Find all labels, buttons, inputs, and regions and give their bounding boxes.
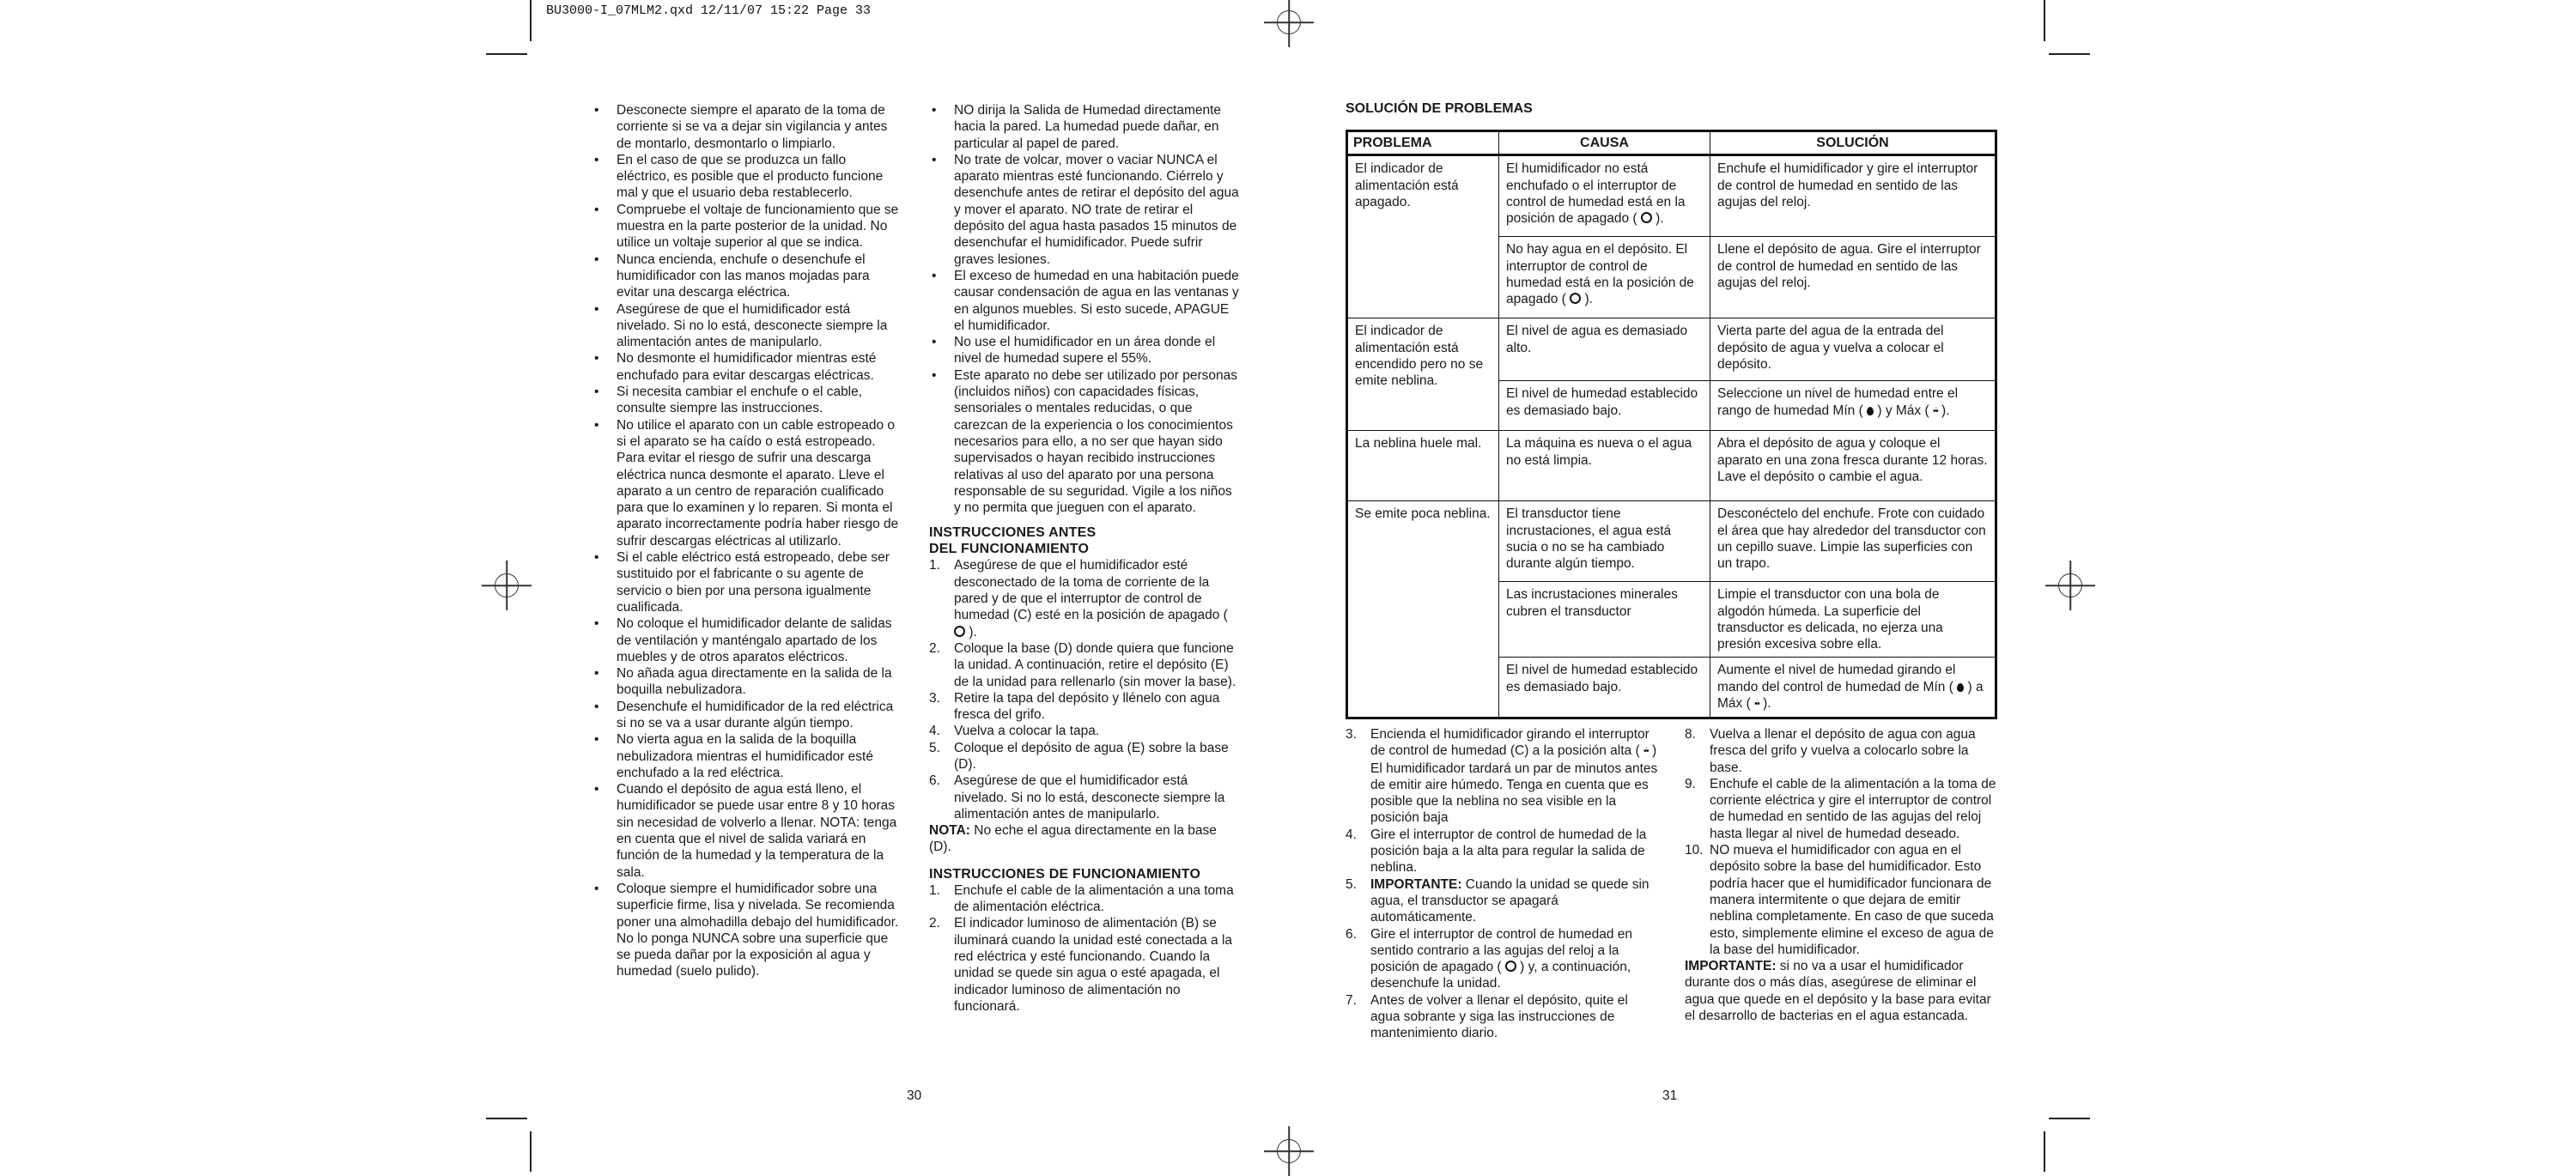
step-number: 2. (929, 640, 940, 656)
cause-cell: El transductor tiene incrustaciones, el agua está sucia o no se ha cambiado durante algún tiempo. (1499, 501, 1710, 582)
solution-text: Seleccione un nivel de humedad entre el rango de humedad Mín ( (1717, 386, 1959, 418)
header-solucion: SOLUCIÓN (1710, 131, 1996, 155)
step-number: 5. (929, 740, 940, 755)
crop-mark (2044, 0, 2045, 41)
step-number: 1. (929, 558, 940, 573)
operation-steps-8-10 (1685, 726, 1998, 958)
list-item: • En el caso de que se produzca un fallo eléctrico, es posible que el producto funcione mal y que el usuario deba restablecerlo. (592, 152, 902, 202)
problem-cell: El indicador de alimentación está encendido pero no se emite neblina. (1347, 318, 1499, 431)
min-drop-icon (1867, 407, 1874, 415)
max-drops-icon: •̇• (1932, 405, 1938, 416)
step-tail: ). (969, 624, 977, 640)
solution-mid: ) a Máx ( (1717, 679, 1984, 712)
solution-cell: Abra el depósito de agua y coloque el aparato en una zona fresca durante 12 horas. Lave el depósito o cambie el agua. (1710, 431, 1996, 501)
cause-cell: El nivel de agua es demasiado alto. (1499, 318, 1710, 381)
heading-line-1: INSTRUCCIONES ANTES (929, 525, 1097, 541)
step-item (929, 915, 1240, 1015)
solution-tail: ). (1763, 696, 1771, 712)
solution-text: Aumente el nivel de humedad girando el mando del control de humedad de Mín ( (1717, 663, 1956, 694)
list-item: • Si necesita cambiar el enchufe o el cable, consulte siempre las instrucciones. (592, 384, 902, 417)
table-row (1347, 318, 1996, 381)
off-icon (1505, 961, 1516, 972)
crop-mark (530, 0, 532, 41)
solution-cell: Vierta parte del agua de la entrada del depósito de agua y vuelva a colocar el depósito. (1710, 318, 1996, 381)
nota (929, 822, 1240, 856)
page-number-left: 30 (907, 1088, 922, 1103)
important-text: si no va a usar el humidificador durante dos o más días, asegúrese de eliminar el agua que quede en el depósito y la base para evitar el desarrollo de bacterias en el agua estancada. (1685, 959, 1991, 1024)
heading-line-2: DEL FUNCIONAMIENTO (929, 542, 1090, 557)
operation-column-3 (1346, 726, 1660, 1042)
crop-mark (486, 53, 527, 55)
step-text: Asegúrese de que el humidificador esté desconectado de la toma de corriente de la pared y de que el interruptor de control de humedad (C) esté en la posición de apagado ( (954, 558, 1228, 623)
before-operation-heading (929, 524, 1240, 557)
table-header-row (1347, 131, 1996, 155)
solution-cell (1710, 381, 1996, 431)
cause-cell (1499, 237, 1710, 318)
registration-mark-left (495, 573, 519, 597)
important-note (1685, 958, 1998, 1024)
solution-cell: Limpie el transductor con una bola de algodón húmeda. La superficie del transductor es delicada, no ejerza una presión excesiva sobre ella. (1710, 582, 1996, 658)
operation-steps-3-7 (1346, 726, 1660, 1042)
step-item (1346, 827, 1660, 876)
step-item (1685, 776, 1998, 842)
step-text: Retire la tapa del depósito y llénelo con agua fresca del grifo. (954, 690, 1220, 723)
off-icon (1570, 293, 1581, 304)
list-item: • No coloque el humidificador delante de salidas de ventilación y manténgalo apartado de los muebles y de otros aparatos eléctricos. (592, 615, 902, 665)
step-text: Gire el interruptor de control de humedad en sentido contrario a las agujas del reloj a la posición de apagado ( (1370, 926, 1633, 975)
step-number: 2. (929, 916, 940, 931)
safety-list-2 (929, 102, 1240, 516)
step-tail: ) y, a continuación, desenchufe la unidad. (1370, 960, 1631, 991)
list-item: • Compruebe el voltaje de funcionamiento que se muestra en la parte posterior de la unidad. No utilice un voltaje superior al que se indica. (592, 202, 902, 252)
step-text: Asegúrese de que el humidificador está nivelado. Si no lo está, desconecte siempre la alimentación antes de manipularlo. (954, 773, 1225, 821)
step-bold: IMPORTANTE: (1370, 876, 1462, 892)
cause-cell (1499, 155, 1710, 237)
list-item: • No utilice el aparato con un cable estropeado o si el aparato se ha caído o está estropeado. Para evitar el riesgo de sufrir una descarga eléctrica nunca desmonte el aparato. Lleve el aparato a un centro de reparación cualificado para que lo examinen y lo reparen. Si monta el aparato incorrectamente podría haber riesgo de sufrir descargas eléctricas al utilizarlo. (592, 417, 902, 549)
operation-heading: INSTRUCCIONES DE FUNCIONAMIENTO (929, 866, 1201, 882)
cause-cell: El nivel de humedad establecido es demasiado bajo. (1499, 658, 1710, 718)
step-number: 9. (1685, 776, 1696, 791)
max-drops-icon: •̇• (1754, 699, 1759, 710)
step-number: 7. (1346, 992, 1357, 1008)
step-number: 3. (1346, 727, 1357, 742)
min-drop-icon (1957, 683, 1964, 692)
list-item: • No añada agua directamente en la salida de la boquilla nebulizadora. (592, 665, 902, 699)
page-number-right: 31 (1662, 1088, 1678, 1103)
cause-tail: ). (1584, 292, 1593, 307)
safety-list (592, 102, 902, 980)
step-text: Enchufe el cable de la alimentación a una toma de alimentación eléctrica. (954, 882, 1234, 915)
step-item (1685, 842, 1998, 958)
step-text: Vuelva a llenar el depósito de agua con agua fresca del grifo y vuelva a colocarlo sobre la base. (1710, 727, 1976, 775)
list-item: • Cuando el depósito de agua está lleno, el humidificador se puede usar entre 8 y 10 horas sin necesidad de volverlo a llenar. NOTA: tenga en cuenta que el nivel de salida variará en función de la humedad y la temperatura de la sala. (592, 781, 902, 881)
cause-text: No hay agua en el depósito. El interruptor de control de humedad está en la posición de apagado ( (1506, 242, 1694, 307)
solution-cell: Enchufe el humidificador y gire el interruptor de control de humedad en sentido de las agujas del reloj. (1710, 155, 1996, 237)
important-label: IMPORTANTE: (1685, 959, 1777, 974)
step-number: 4. (1346, 827, 1357, 842)
registration-mark-top (1277, 10, 1301, 34)
step-item (929, 723, 1240, 739)
step-text: NO mueva el humidificador con agua en el depósito sobre la base del humidificador. Esto podría hacer que el humidificador funcionara de manera intermitente o que dejara de emitir neblina completamente. En caso de que suceda esto, simplemente elimine el exceso de agua de la base del humidificador. (1710, 843, 1994, 957)
table-row (1347, 155, 1996, 237)
solution-cell (1710, 658, 1996, 718)
safety-column-2 (929, 102, 1240, 1015)
list-item: • NO dirija la Salida de Humedad directamente hacia la pared. La humedad puede dañar, en particular al papel de pared. (929, 102, 1240, 152)
solution-mid: ) y Máx ( (1877, 403, 1929, 418)
step-number: 5. (1346, 876, 1357, 892)
max-drops-icon: •̇• (1643, 746, 1649, 757)
before-steps (929, 557, 1240, 822)
list-item: • No desmonte el humidificador mientras esté enchufado para evitar descargas eléctricas. (592, 350, 902, 384)
step-item (1346, 926, 1660, 992)
step-tail: ) El humidificador tardará un par de minutos antes de emitir aire húmedo. Tenga en cuenta que es posible que la neblina no sea visible en la posición baja (1370, 743, 1658, 826)
step-item (929, 882, 1240, 916)
list-item: • Si el cable eléctrico está estropeado, debe ser sustituido por el fabricante o su agente de servicio o bien por una persona igualmente cualificada. (592, 549, 902, 615)
header-causa: CAUSA (1499, 131, 1710, 155)
step-number: 3. (929, 690, 940, 706)
header-problema: PROBLEMA (1347, 131, 1499, 155)
step-text: Gire el interruptor de control de humedad de la posición baja a la alta para regular la salida de neblina. (1370, 827, 1647, 876)
step-text: Coloque el depósito de agua (E) sobre la base (D). (954, 740, 1229, 772)
step-item (1346, 726, 1660, 827)
off-icon (1641, 212, 1652, 223)
step-item (1346, 876, 1660, 926)
file-header: BU3000-I_07MLM2.qxd 12/11/07 15:22 Page 33 (546, 3, 872, 18)
list-item: • No vierta agua en la salida de la boquilla nebulizadora mientras el humidificador esté enchufado a la red eléctrica. (592, 731, 902, 781)
step-text: Coloque la base (D) donde quiera que funcione la unidad. A continuación, retire el depósito (E) de la unidad para rellenarlo (sin mover la base). (954, 640, 1236, 689)
nota-label: NOTA: (929, 823, 970, 839)
step-number: 8. (1685, 727, 1696, 742)
registration-mark-right (2058, 573, 2082, 597)
trouble-title: SOLUCIÓN DE PROBLEMAS (1346, 101, 1533, 116)
step-text: Enchufe el cable de la alimentación a la toma de corriente eléctrica y gire el interruptor de control de humedad en sentido de las agujas del reloj hasta llegar al nivel de humedad deseado. (1710, 776, 1996, 841)
step-item (929, 690, 1240, 724)
operation-steps (929, 882, 1240, 1015)
crop-mark (486, 1118, 527, 1119)
list-item: • Desenchufe el humidificador de la red eléctrica si no se va a usar durante algún tiempo. (592, 699, 902, 732)
crop-mark (2044, 1131, 2045, 1172)
step-text: Cuando la unidad se quede sin agua, el transductor se apagará automáticamente. (1370, 876, 1649, 925)
step-number: 6. (929, 773, 940, 789)
cause-cell: Las incrustaciones minerales cubren el transductor (1499, 582, 1710, 658)
step-item (1346, 992, 1660, 1042)
step-item (929, 640, 1240, 690)
problem-cell: El indicador de alimentación está apagado. (1347, 155, 1499, 318)
trouble-table (1346, 130, 1997, 719)
list-item: • Este aparato no debe ser utilizado por personas (incluidos niños) con capacidades físicas, sensoriales o mentales reducidas, o que carezcan de la experiencia o los conocimientos necesarios para ello, a no ser que hayan sido supervisados o hayan recibido instrucciones relativas al uso del aparato por una persona responsable de su seguridad. Vigile a los niños y no permita que jueguen con el aparato. (929, 367, 1240, 517)
step-text: El indicador luminoso de alimentación (B) se iluminará cuando la unidad esté conectada a la red eléctrica y esté funcionando. Cuando la unidad se quede sin agua o esté apagada, el indicador luminoso de alimentación no funcionará. (954, 916, 1233, 1014)
crop-mark (530, 1131, 532, 1172)
list-item: • Asegúrese de que el humidificador está nivelado. Si no lo está, desconecte siempre la alimentación antes de manipularlo. (592, 301, 902, 351)
table-row (1347, 431, 1996, 501)
list-item: • No use el humidificador en un área donde el nivel de humedad supere el 55%. (929, 334, 1240, 367)
step-text: Antes de volver a llenar el depósito, quite el agua sobrante y siga las instrucciones de mantenimiento diario. (1370, 992, 1628, 1041)
nota-text: No eche el agua directamente en la base (D). (929, 823, 1217, 855)
step-item (929, 557, 1240, 640)
list-item: • Nunca encienda, enchufe o desenchufe el humidificador con las manos mojadas para evitar una descarga eléctrica. (592, 252, 902, 301)
list-item: • Desconecte siempre el aparato de la toma de corriente si se va a dejar sin vigilancia y antes de montarlo, desmontarlo o limpiarlo. (592, 102, 902, 152)
problem-cell: Se emite poca neblina. (1347, 501, 1499, 718)
solution-cell: Llene el depósito de agua. Gire el interruptor de control de humedad en sentido de las agujas del reloj. (1710, 237, 1996, 318)
cause-tail: ). (1656, 211, 1664, 227)
step-item (1685, 726, 1998, 776)
list-item: • El exceso de humedad en una habitación puede causar condensación de agua en las ventanas y en algunos muebles. Si esto sucede, APAGUE el humidificador. (929, 268, 1240, 334)
solution-tail: ). (1941, 403, 1950, 418)
operation-column-4 (1685, 726, 1998, 1024)
crop-mark (2049, 53, 2090, 55)
step-item (929, 773, 1240, 822)
step-number: 4. (929, 724, 940, 739)
step-text: Vuelva a colocar la tapa. (954, 724, 1100, 739)
solution-cell: Desconéctelo del enchufe. Frote con cuidado el área que hay alrededor del transductor con un cepillo suave. Limpie las superficies con un trapo. (1710, 501, 1996, 582)
cause-cell: La máquina es nueva o el agua no está limpia. (1499, 431, 1710, 501)
registration-mark-bottom (1277, 1139, 1301, 1163)
list-item: • Coloque siempre el humidificador sobre una superficie firme, lisa y nivelada. Se recomienda poner una almohadilla debajo del humidificador. No lo ponga NUNCA sobre una superficie que se pueda dañar por la exposición al agua y humedad (suelo pulido). (592, 881, 902, 980)
cause-cell: El nivel de humedad establecido es demasiado bajo. (1499, 381, 1710, 431)
step-number: 10. (1685, 843, 1704, 858)
step-text: Encienda el humidificador girando el interruptor de control de humedad (C) a la posición alta ( (1370, 727, 1649, 759)
step-number: 6. (1346, 926, 1357, 942)
safety-column-1 (592, 102, 902, 980)
problem-cell: La neblina huele mal. (1347, 431, 1499, 501)
off-icon (954, 626, 965, 637)
list-item: • No trate de volcar, mover o vaciar NUNCA el aparato mientras esté funcionando. Ciérrelo y desenchufe antes de retirar el depósito del agua y mover el aparato. NO trate de retirar el depósito del agua hasta pasados 15 minutos de desenchufar el humidificador. Puede sufrir graves lesiones. (929, 152, 1240, 268)
step-item (929, 740, 1240, 773)
table-row (1347, 501, 1996, 582)
step-number: 1. (929, 882, 940, 898)
cause-text: El humidificador no está enchufado o el interruptor de control de humedad está en la posición de apagado ( (1506, 161, 1686, 227)
crop-mark (2049, 1118, 2090, 1119)
